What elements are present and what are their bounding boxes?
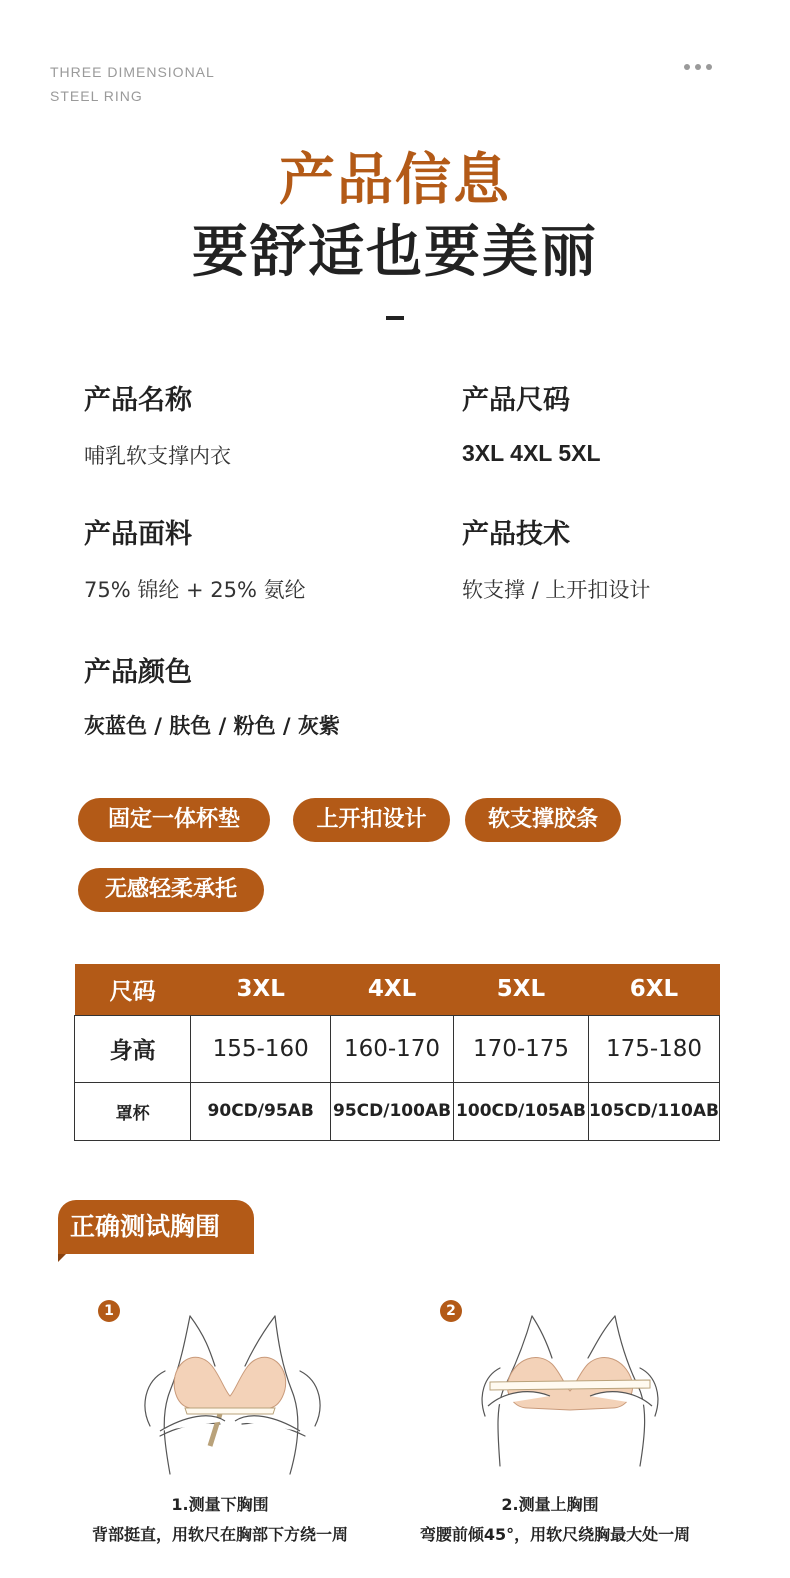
eyebrow-line2: STEEL RING [50, 88, 143, 104]
table-row-label: 罩杯 [75, 1082, 191, 1140]
table-cell: 175-180 [588, 1015, 719, 1082]
table-row [75, 1082, 720, 1140]
measure-overbust-illustration [470, 1296, 670, 1476]
feature-tag: 无感轻柔承托 [78, 868, 264, 912]
spec-name-label: 产品名称 [84, 385, 192, 416]
spec-tech-label: 产品技术 [462, 519, 570, 550]
table-cell: 105CD/110AB [588, 1082, 719, 1140]
spec-fabric-label: 产品面料 [84, 519, 192, 550]
table-cell: 100CD/105AB [454, 1082, 589, 1140]
table-cell: 155-160 [191, 1015, 331, 1082]
step-number-badge: 2 [440, 1300, 462, 1322]
spec-color-label: 产品颜色 [84, 657, 192, 688]
feature-tag: 软支撑胶条 [465, 798, 621, 842]
spec-color-value: 灰蓝色 / 肤色 / 粉色 / 灰紫 [84, 714, 340, 738]
table-row-label: 身高 [75, 1015, 191, 1082]
table-header-cell: 6XL [588, 964, 719, 1015]
ribbon-tail [58, 1254, 66, 1262]
table-header-cell: 3XL [191, 964, 331, 1015]
table-cell: 170-175 [454, 1015, 589, 1082]
step-description: 弯腰前倾45°，用软尺绕胸最大处一周 [419, 1525, 691, 1544]
table-cell: 90CD/95AB [191, 1082, 331, 1140]
table-header-cell: 4XL [331, 964, 454, 1015]
measure-heading-text: 正确测试胸围 [70, 1212, 221, 1241]
step-description: 背部挺直，用软尺在胸部下方绕一周 [91, 1525, 348, 1544]
more-icon[interactable] [684, 64, 712, 70]
step-title: 2.测量上胸围 [501, 1495, 599, 1514]
spec-size-value: 3XL 4XL 5XL [462, 440, 601, 466]
eyebrow-line1: THREE DIMENSIONAL [50, 64, 215, 80]
spec-name-value: 哺乳软支撑内衣 [84, 444, 231, 468]
measure-underbust-illustration [130, 1296, 330, 1476]
table-cell: 95CD/100AB [331, 1082, 454, 1140]
measure-heading [58, 1200, 254, 1254]
spec-tech-value: 软支撑 / 上开扣设计 [462, 578, 651, 602]
table-header-cell: 尺码 [75, 964, 191, 1015]
step-title: 1.测量下胸围 [171, 1495, 269, 1514]
page-title: 产品信息 [279, 148, 511, 213]
spec-fabric-value: 75% 锦纶 + 25% 氨纶 [84, 578, 306, 602]
feature-tag: 固定一体杯垫 [78, 798, 270, 842]
table-header-row [75, 964, 720, 1015]
feature-tag: 上开扣设计 [293, 798, 450, 842]
eyebrow-text [50, 60, 215, 108]
table-header-cell: 5XL [454, 964, 589, 1015]
table-row [75, 1015, 720, 1082]
size-table [74, 964, 720, 1141]
page-subtitle: 要舒适也要美丽 [192, 220, 598, 285]
spec-size-label: 产品尺码 [462, 385, 570, 416]
title-divider [386, 316, 404, 320]
step-number-badge: 1 [98, 1300, 120, 1322]
table-cell: 160-170 [331, 1015, 454, 1082]
